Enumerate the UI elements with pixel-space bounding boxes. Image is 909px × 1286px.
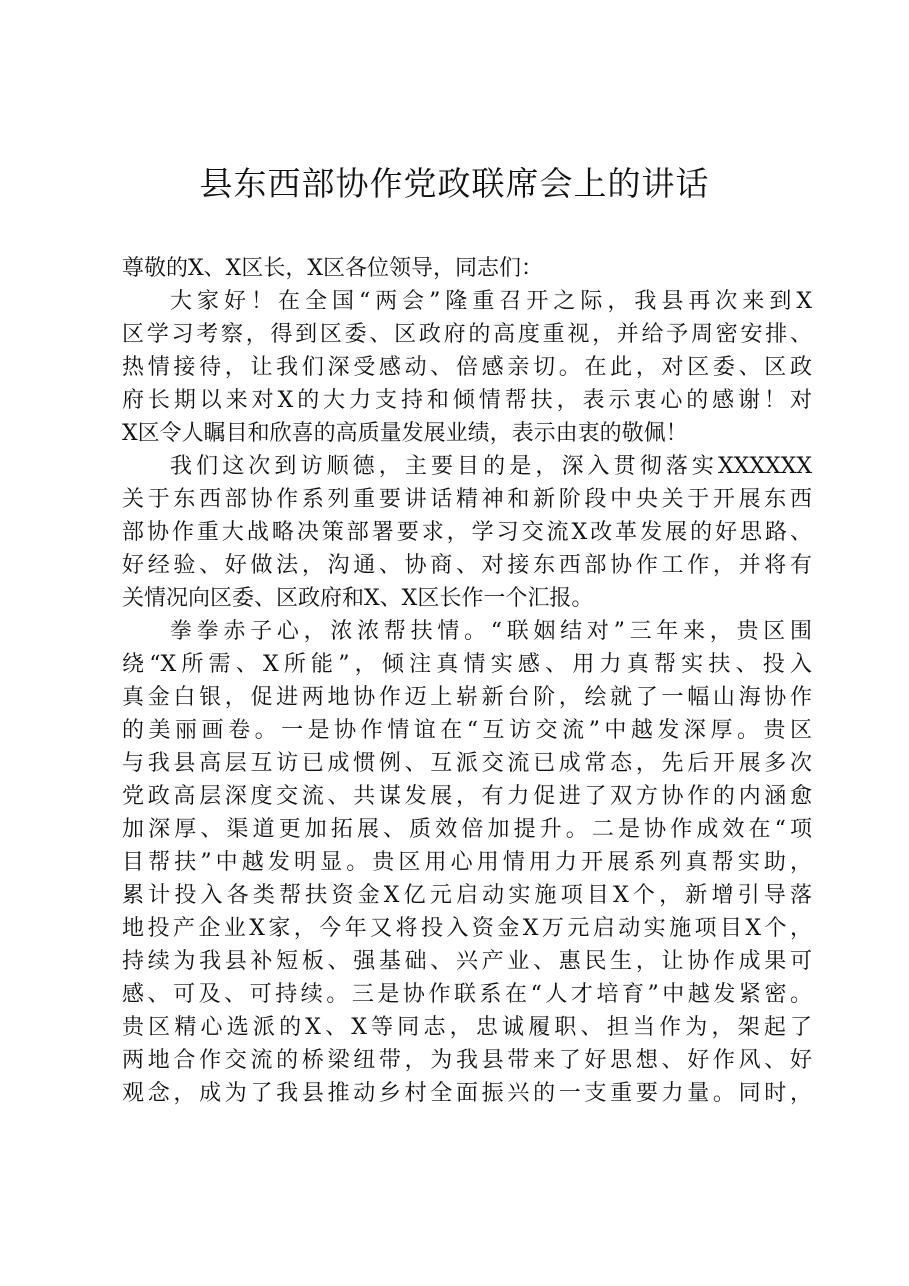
body-line: 区学习考察，得到区委、区政府的高度重视，并给予周密安排、 — [122, 322, 812, 347]
body-line: 观念，成为了我县推动乡村全面振兴的一支重要力量。同时， — [122, 1081, 812, 1106]
body-line: 热情接待，让我们深受感动、倍感亲切。在此，对区委、区政 — [122, 355, 812, 380]
body-line: 真金白银，促进两地协作迈上崭新台阶，绘就了一幅山海协作 — [122, 685, 812, 710]
body-line: 贵区精心选派的X、X等同志，忠诚履职、担当作为，架起了 — [122, 1015, 812, 1040]
body-line: 两地合作交流的桥梁纽带，为我县带来了好思想、好作风、好 — [122, 1048, 812, 1073]
salutation-line: 尊敬的X、X区长，X区各位领导，同志们： — [122, 256, 543, 281]
body-line: 部协作重大战略决策部署要求，学习交流X改革发展的好思路、 — [122, 520, 812, 545]
document-title: 县东西部协作党政联席会上的讲话 — [199, 164, 710, 203]
body-line: 好经验、好做法，沟通、协商、对接东西部协作工作，并将有 — [122, 553, 812, 578]
body-line: 府长期以来对X的大力支持和倾情帮扶，表示衷心的感谢！对 — [122, 388, 812, 413]
body-line: 地投产企业X家，今年又将投入资金X万元启动实施项目X个， — [122, 916, 812, 941]
body-line: 我们这次到访顺德，主要目的是，深入贯彻落实XXXXXX — [170, 454, 812, 479]
body-line: 大家好！在全国“两会”隆重召开之际，我县再次来到X — [170, 289, 812, 314]
body-line: 关于东西部协作系列重要讲话精神和新阶段中央关于开展东西 — [122, 487, 812, 512]
body-line: X区令人瞩目和欣喜的高质量发展业绩，表示由衷的敬佩！ — [122, 421, 688, 446]
body-line: 目帮扶”中越发明显。贵区用心用情用力开展系列真帮实助， — [122, 850, 812, 875]
document-body — [122, 252, 812, 1110]
body-line: 持续为我县补短板、强基础、兴产业、惠民生，让协作成果可 — [122, 949, 812, 974]
body-line: 的美丽画卷。一是协作情谊在“互访交流”中越发深厚。贵区 — [122, 718, 812, 743]
body-line: 与我县高层互访已成惯例、互派交流已成常态，先后开展多次 — [122, 751, 812, 776]
body-line: 关情况向区委、区政府和X、X区长作一个汇报。 — [122, 586, 594, 611]
body-line: 拳拳赤子心，浓浓帮扶情。“联姻结对”三年来，贵区围 — [170, 619, 812, 644]
body-line: 累计投入各类帮扶资金X亿元启动实施项目X个，新增引导落 — [122, 883, 812, 908]
body-line: 加深厚、渠道更加拓展、质效倍加提升。二是协作成效在“项 — [122, 817, 812, 842]
body-line: 绕“X所需、X所能”，倾注真情实感、用力真帮实扶、投入 — [122, 652, 812, 677]
body-line: 党政高层深度交流、共谋发展，有力促进了双方协作的内涵愈 — [122, 784, 812, 809]
body-line: 感、可及、可持续。三是协作联系在“人才培育”中越发紧密。 — [122, 982, 812, 1007]
